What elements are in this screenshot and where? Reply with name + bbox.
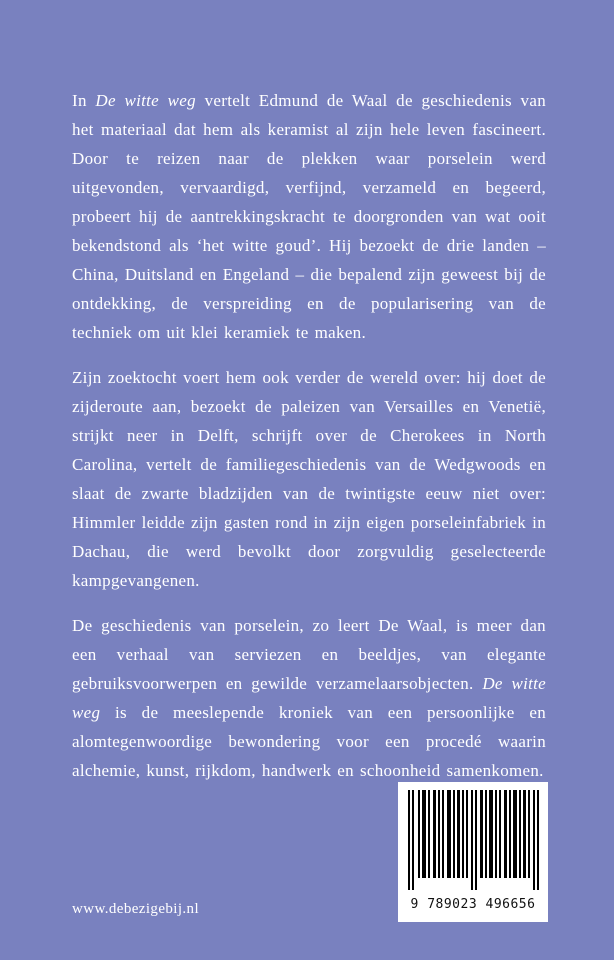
- blurb-paragraph-3: [72, 611, 546, 785]
- blurb-paragraph-1: [72, 86, 546, 347]
- blurb-paragraph-2: Zijn zoektocht voert hem ook verder de wereld over: hij doet de zijderoute aan, bezoekt de paleizen van Versailles en Venetië, strijkt neer in Delft, schrijft over de Cherokees in North Carolina, vertelt de familiegeschiedenis van de Wedgwoods en slaat de zwarte bladzijden van de twintigste eeuw niet over: Himmler leidde zijn gasten rond in zijn eigen porseleinfabriek in Dachau, die werd bevolkt door zorgvuldig geselecteerde kampgevangenen.: [72, 368, 546, 590]
- back-cover-blurb: [72, 86, 546, 801]
- blurb-text: is de meeslepende kroniek van een persoonlijke en alomtegenwoordige bewondering voor een procedé waarin alchemie, kunst, rijkdom, handwerk en schoonheid samenkomen.: [72, 703, 546, 780]
- blurb-text: De geschiedenis van porselein, zo leert De Waal, is meer dan een verhaal van serviezen en beeldjes, van elegante gebruiksvoorwerpen en gewilde verzamelaarsobjecten.: [72, 616, 546, 693]
- publisher-website: www.debezigebij.nl: [72, 901, 200, 917]
- book-title-italic: De witte weg: [72, 674, 546, 722]
- blurb-text: In: [72, 91, 96, 110]
- barcode: [398, 782, 548, 922]
- isbn-number: 9 789023 496656: [410, 897, 536, 912]
- book-title-italic: De witte weg: [95, 91, 196, 110]
- blurb-text: vertelt Edmund de Waal de geschiedenis van het materiaal dat hem als keramist al zijn hele leven fascineert. Door te reizen naar de plekken waar porselein werd uitgevonden, vervaardigd, verfijnd, verzameld en begeerd, probeert hij de aantrekkingskracht te doorgronden van wat ooit bekendstond als ‘het witte goud’. Hij bezoekt de drie landen – China, Duitsland en Engeland – die bepalend zijn geweest bij de ontdekking, de verspreiding en de popularisering van de techniek om uit klei keramiek te maken.: [72, 91, 546, 342]
